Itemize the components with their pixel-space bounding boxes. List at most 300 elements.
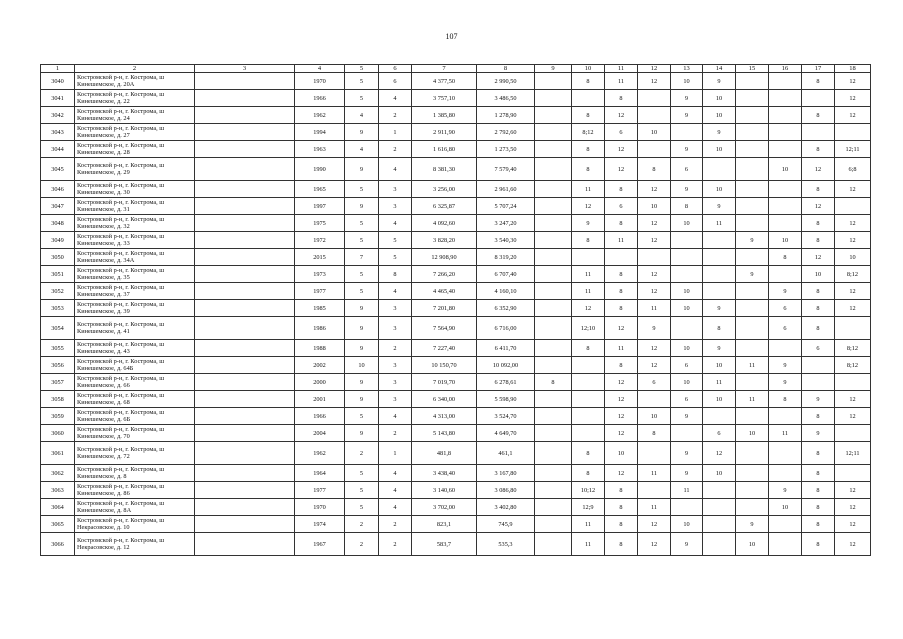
table-cell: 3 256,00	[412, 181, 477, 198]
table-cell: 4	[379, 283, 412, 300]
table-cell: 6	[671, 158, 703, 181]
table-row	[41, 181, 871, 198]
table-cell	[535, 141, 572, 158]
table-cell: 9	[769, 357, 802, 374]
table-cell: 4 465,40	[412, 283, 477, 300]
table-cell	[736, 141, 769, 158]
table-cell: 10	[638, 124, 671, 141]
table-cell	[535, 232, 572, 249]
table-cell: 1964	[295, 465, 345, 482]
table-cell: 7 579,40	[477, 158, 535, 181]
table-cell	[736, 215, 769, 232]
column-number: 11	[605, 65, 638, 73]
table-cell: 8;12	[835, 266, 871, 283]
table-cell	[769, 408, 802, 425]
table-cell: 1972	[295, 232, 345, 249]
table-cell	[769, 107, 802, 124]
table-cell: 6 325,87	[412, 198, 477, 215]
table-cell: 1	[379, 442, 412, 465]
table-cell: 8	[572, 141, 605, 158]
table-cell: 5	[345, 482, 379, 499]
table-cell: 12	[638, 181, 671, 198]
table-cell: 12	[835, 516, 871, 533]
table-row	[41, 215, 871, 232]
table-row	[41, 249, 871, 266]
table-cell: 2	[379, 141, 412, 158]
table-cell: 2000	[295, 374, 345, 391]
table-cell: 1965	[295, 181, 345, 198]
table-cell: 12;10	[572, 317, 605, 340]
table-cell: 12	[835, 408, 871, 425]
table-cell: 10	[736, 425, 769, 442]
table-cell: 2001	[295, 391, 345, 408]
table-cell: 5 143,80	[412, 425, 477, 442]
address-cell: Костромской р-н, г. Кострома, ш Кинешемское, д. 20А	[75, 73, 195, 90]
table-cell: 9	[345, 124, 379, 141]
address-cell: Костромской р-н, г. Кострома, ш Кинешемское, д. 28	[75, 141, 195, 158]
table-cell: 1 273,50	[477, 141, 535, 158]
table-cell: 8	[802, 516, 835, 533]
table-cell	[195, 317, 295, 340]
table-cell: 6 340,00	[412, 391, 477, 408]
row-number: 3047	[41, 198, 75, 215]
table-cell	[703, 408, 736, 425]
table-cell	[802, 124, 835, 141]
table-cell: 6 411,70	[477, 340, 535, 357]
table-cell	[703, 533, 736, 556]
table-cell	[195, 90, 295, 107]
table-cell: 1966	[295, 408, 345, 425]
table-cell	[535, 317, 572, 340]
table-cell: 6	[703, 425, 736, 442]
table-cell: 5	[345, 232, 379, 249]
table-row	[41, 465, 871, 482]
table-cell: 12	[835, 232, 871, 249]
table-cell	[195, 465, 295, 482]
column-number: 16	[769, 65, 802, 73]
row-number: 3062	[41, 465, 75, 482]
table-row	[41, 516, 871, 533]
address-cell: Костромской р-н, г. Кострома, ш Кинешемское, д. 24	[75, 107, 195, 124]
table-cell: 2	[379, 425, 412, 442]
table-cell: 823,1	[412, 516, 477, 533]
table-cell: 9	[769, 374, 802, 391]
table-cell	[195, 158, 295, 181]
address-cell: Костромской р-н, г. Кострома, ш Кинешемское, д. 68	[75, 391, 195, 408]
table-cell: 1986	[295, 317, 345, 340]
table-cell: 12;9	[572, 499, 605, 516]
table-cell: 9	[703, 198, 736, 215]
table-cell: 12	[605, 465, 638, 482]
table-row	[41, 158, 871, 181]
row-number: 3058	[41, 391, 75, 408]
table-cell: 9	[345, 198, 379, 215]
table-cell	[535, 482, 572, 499]
table-cell: 11	[572, 283, 605, 300]
column-number: 18	[835, 65, 871, 73]
table-cell	[535, 425, 572, 442]
address-cell: Костромской р-н, г. Кострома, ш Кинешемское, д. 43	[75, 340, 195, 357]
row-number: 3052	[41, 283, 75, 300]
table-cell	[769, 181, 802, 198]
table-cell: 6	[379, 73, 412, 90]
table-cell	[769, 141, 802, 158]
table-cell: 1 385,80	[412, 107, 477, 124]
table-cell: 10	[835, 249, 871, 266]
table-cell: 10	[671, 300, 703, 317]
table-cell: 8	[802, 232, 835, 249]
table-row	[41, 442, 871, 465]
column-number: 4	[295, 65, 345, 73]
table-cell: 6	[671, 357, 703, 374]
table-cell: 8	[605, 266, 638, 283]
table-cell	[736, 499, 769, 516]
table-cell: 5	[345, 73, 379, 90]
table-cell: 10	[671, 215, 703, 232]
table-cell: 7 564,90	[412, 317, 477, 340]
table-cell: 11	[572, 516, 605, 533]
table-cell: 8	[802, 73, 835, 90]
table-cell: 6;8	[835, 158, 871, 181]
table-cell: 7 201,80	[412, 300, 477, 317]
table-cell: 10	[638, 198, 671, 215]
table-cell	[572, 391, 605, 408]
table-cell: 1967	[295, 533, 345, 556]
row-number: 3045	[41, 158, 75, 181]
table-cell: 5	[345, 499, 379, 516]
row-number: 3065	[41, 516, 75, 533]
row-number: 3040	[41, 73, 75, 90]
table-cell	[769, 442, 802, 465]
address-cell: Костромской р-н, г. Кострома, ш Некрасовское, д. 10	[75, 516, 195, 533]
table-cell: 10	[605, 442, 638, 465]
table-cell	[535, 181, 572, 198]
table-cell: 8	[572, 442, 605, 465]
table-cell: 12	[835, 533, 871, 556]
table-cell	[572, 90, 605, 107]
table-cell: 2002	[295, 357, 345, 374]
table-cell	[638, 482, 671, 499]
table-cell	[195, 425, 295, 442]
table-cell: 2	[345, 516, 379, 533]
table-cell: 2015	[295, 249, 345, 266]
table-cell	[736, 465, 769, 482]
table-cell: 10	[671, 374, 703, 391]
table-cell	[572, 425, 605, 442]
column-number: 13	[671, 65, 703, 73]
table-cell	[535, 215, 572, 232]
table-cell	[195, 215, 295, 232]
address-cell: Костромской р-н, г. Кострома, ш Кинешемское, д. 70	[75, 425, 195, 442]
table-cell: 2 911,90	[412, 124, 477, 141]
table-cell: 5	[379, 232, 412, 249]
address-cell: Костромской р-н, г. Кострома, ш Кинешемское, д. 27	[75, 124, 195, 141]
table-cell: 6	[769, 300, 802, 317]
table-cell: 8	[802, 533, 835, 556]
table-cell: 9	[345, 425, 379, 442]
table-cell: 6 716,00	[477, 317, 535, 340]
table-cell: 8	[572, 340, 605, 357]
table-cell: 10 150,70	[412, 357, 477, 374]
table-cell	[638, 90, 671, 107]
table-cell	[703, 482, 736, 499]
table-cell: 3 828,20	[412, 232, 477, 249]
table-cell: 3	[379, 374, 412, 391]
table-cell: 6	[769, 317, 802, 340]
table-row	[41, 374, 871, 391]
table-cell: 1963	[295, 141, 345, 158]
row-number: 3056	[41, 357, 75, 374]
table-cell	[769, 124, 802, 141]
table-cell	[736, 73, 769, 90]
table-cell: 12	[835, 73, 871, 90]
table-body	[41, 65, 871, 556]
table-cell	[195, 482, 295, 499]
table-cell	[736, 300, 769, 317]
table-cell: 9	[671, 90, 703, 107]
table-cell	[671, 232, 703, 249]
table-cell	[736, 198, 769, 215]
table-cell: 12	[638, 533, 671, 556]
table-cell: 1994	[295, 124, 345, 141]
table-cell: 8	[605, 215, 638, 232]
table-cell	[736, 249, 769, 266]
table-row	[41, 408, 871, 425]
table-cell	[835, 374, 871, 391]
address-cell: Костромской р-н, г. Кострома, ш Кинешемское, д. 30	[75, 181, 195, 198]
table-cell: 8	[802, 499, 835, 516]
table-cell: 8	[769, 391, 802, 408]
table-cell: 11	[605, 232, 638, 249]
table-cell: 9	[736, 232, 769, 249]
table-cell: 9	[736, 266, 769, 283]
table-cell	[769, 340, 802, 357]
table-row	[41, 90, 871, 107]
table-cell: 4	[379, 499, 412, 516]
table-cell: 12	[638, 340, 671, 357]
table-cell	[736, 340, 769, 357]
table-cell	[195, 374, 295, 391]
table-cell: 12;11	[835, 442, 871, 465]
table-cell: 2	[345, 442, 379, 465]
table-cell: 10	[671, 340, 703, 357]
table-row	[41, 300, 871, 317]
table-cell	[703, 266, 736, 283]
table-cell: 1962	[295, 442, 345, 465]
table-cell	[195, 408, 295, 425]
table-cell: 8	[802, 482, 835, 499]
address-cell: Костромской р-н, г. Кострома, ш Кинешемское, д. 39	[75, 300, 195, 317]
table-cell	[535, 408, 572, 425]
table-cell	[835, 465, 871, 482]
address-cell: Костромской р-н, г. Кострома, ш Кинешемское, д. 35	[75, 266, 195, 283]
table-cell: 3 486,50	[477, 90, 535, 107]
table-cell: 8	[802, 141, 835, 158]
row-number: 3063	[41, 482, 75, 499]
table-cell: 9	[572, 215, 605, 232]
table-cell	[769, 266, 802, 283]
table-cell	[572, 249, 605, 266]
table-cell: 4 092,60	[412, 215, 477, 232]
table-cell: 8	[605, 499, 638, 516]
table-cell: 4	[379, 408, 412, 425]
table-cell	[802, 357, 835, 374]
table-cell: 1988	[295, 340, 345, 357]
table-row	[41, 232, 871, 249]
table-cell: 3 140,60	[412, 482, 477, 499]
table-cell	[769, 198, 802, 215]
table-cell: 8	[572, 232, 605, 249]
table-cell: 12	[605, 107, 638, 124]
table-cell	[535, 107, 572, 124]
table-cell	[671, 425, 703, 442]
column-number: 1	[41, 65, 75, 73]
table-cell: 12	[638, 266, 671, 283]
table-cell: 5 707,24	[477, 198, 535, 215]
table-cell: 10	[802, 266, 835, 283]
table-cell	[802, 90, 835, 107]
table-cell: 12	[835, 499, 871, 516]
table-cell	[535, 533, 572, 556]
table-cell: 6	[605, 124, 638, 141]
table-cell: 4 160,10	[477, 283, 535, 300]
table-cell: 9	[671, 181, 703, 198]
table-cell	[195, 516, 295, 533]
table-cell	[835, 317, 871, 340]
table-cell: 9	[345, 374, 379, 391]
table-cell: 3 402,80	[477, 499, 535, 516]
row-number: 3050	[41, 249, 75, 266]
table-cell	[535, 249, 572, 266]
table-cell: 8 381,30	[412, 158, 477, 181]
table-cell: 10	[703, 181, 736, 198]
address-cell: Костромской р-н, г. Кострома, ш Кинешемское, д. 37	[75, 283, 195, 300]
table-cell: 2	[379, 516, 412, 533]
table-cell	[638, 249, 671, 266]
table-cell: 8	[802, 283, 835, 300]
table-cell: 8	[638, 425, 671, 442]
table-cell: 1990	[295, 158, 345, 181]
table-cell	[769, 465, 802, 482]
table-cell: 12	[638, 232, 671, 249]
table-cell: 11	[703, 374, 736, 391]
table-cell: 2 961,60	[477, 181, 535, 198]
table-cell: 8	[802, 408, 835, 425]
table-cell: 2	[379, 533, 412, 556]
row-number: 3046	[41, 181, 75, 198]
table-cell: 2004	[295, 425, 345, 442]
address-cell: Костромской р-н, г. Кострома, ш Кинешемское, д. 66	[75, 374, 195, 391]
table-cell	[703, 499, 736, 516]
table-cell	[769, 73, 802, 90]
table-cell: 12	[605, 317, 638, 340]
table-cell: 10	[769, 499, 802, 516]
table-cell: 1977	[295, 482, 345, 499]
table-cell: 5	[345, 181, 379, 198]
table-cell	[535, 283, 572, 300]
table-cell	[535, 300, 572, 317]
table-cell: 6 707,40	[477, 266, 535, 283]
table-cell: 12	[638, 215, 671, 232]
table-cell: 12	[835, 300, 871, 317]
table-cell: 9	[345, 391, 379, 408]
table-cell: 2	[379, 107, 412, 124]
table-cell	[703, 232, 736, 249]
column-number: 12	[638, 65, 671, 73]
table-cell: 3	[379, 181, 412, 198]
table-cell	[835, 124, 871, 141]
table-row	[41, 141, 871, 158]
address-cell: Костромской р-н, г. Кострома, ш Кинешемское, д. 22	[75, 90, 195, 107]
table-cell	[195, 499, 295, 516]
table-row	[41, 124, 871, 141]
table-cell: 4	[379, 482, 412, 499]
table-cell: 8	[802, 317, 835, 340]
table-cell	[195, 357, 295, 374]
table-cell: 10	[703, 391, 736, 408]
table-cell: 4	[345, 107, 379, 124]
table-cell: 1973	[295, 266, 345, 283]
table-cell: 4	[379, 90, 412, 107]
table-cell	[535, 465, 572, 482]
table-cell: 5	[345, 266, 379, 283]
table-cell: 12	[835, 215, 871, 232]
address-cell: Костромской р-н, г. Кострома, ш Некрасовское, д. 12	[75, 533, 195, 556]
table-cell: 12	[605, 391, 638, 408]
row-number: 3042	[41, 107, 75, 124]
table-cell: 3 247,20	[477, 215, 535, 232]
table-cell: 10	[638, 408, 671, 425]
table-cell	[572, 374, 605, 391]
table-cell: 12	[802, 198, 835, 215]
row-number: 3044	[41, 141, 75, 158]
table-cell: 5	[345, 465, 379, 482]
table-cell	[195, 198, 295, 215]
table-cell: 3 086,80	[477, 482, 535, 499]
table-cell: 8	[605, 283, 638, 300]
table-cell: 5 598,90	[477, 391, 535, 408]
table-cell: 2	[379, 340, 412, 357]
table-cell	[195, 340, 295, 357]
table-cell	[736, 283, 769, 300]
table-cell: 8	[802, 442, 835, 465]
table-cell: 10	[671, 283, 703, 300]
column-number: 15	[736, 65, 769, 73]
table-cell: 10	[703, 465, 736, 482]
table-cell	[671, 249, 703, 266]
table-cell: 11	[736, 391, 769, 408]
table-cell: 1985	[295, 300, 345, 317]
table-cell: 5	[345, 408, 379, 425]
table-cell: 12	[802, 249, 835, 266]
table-cell	[535, 266, 572, 283]
table-cell	[195, 266, 295, 283]
table-cell: 3	[379, 198, 412, 215]
table-cell: 10	[703, 357, 736, 374]
table-cell: 11	[638, 499, 671, 516]
table-cell: 9	[671, 107, 703, 124]
table-cell	[195, 283, 295, 300]
table-cell: 2	[345, 533, 379, 556]
table-cell: 535,3	[477, 533, 535, 556]
row-number: 3048	[41, 215, 75, 232]
table-row	[41, 107, 871, 124]
table-cell: 8;12	[835, 340, 871, 357]
table-cell	[736, 374, 769, 391]
table-cell	[671, 266, 703, 283]
table-cell: 8;12	[572, 124, 605, 141]
table-cell: 9	[671, 141, 703, 158]
